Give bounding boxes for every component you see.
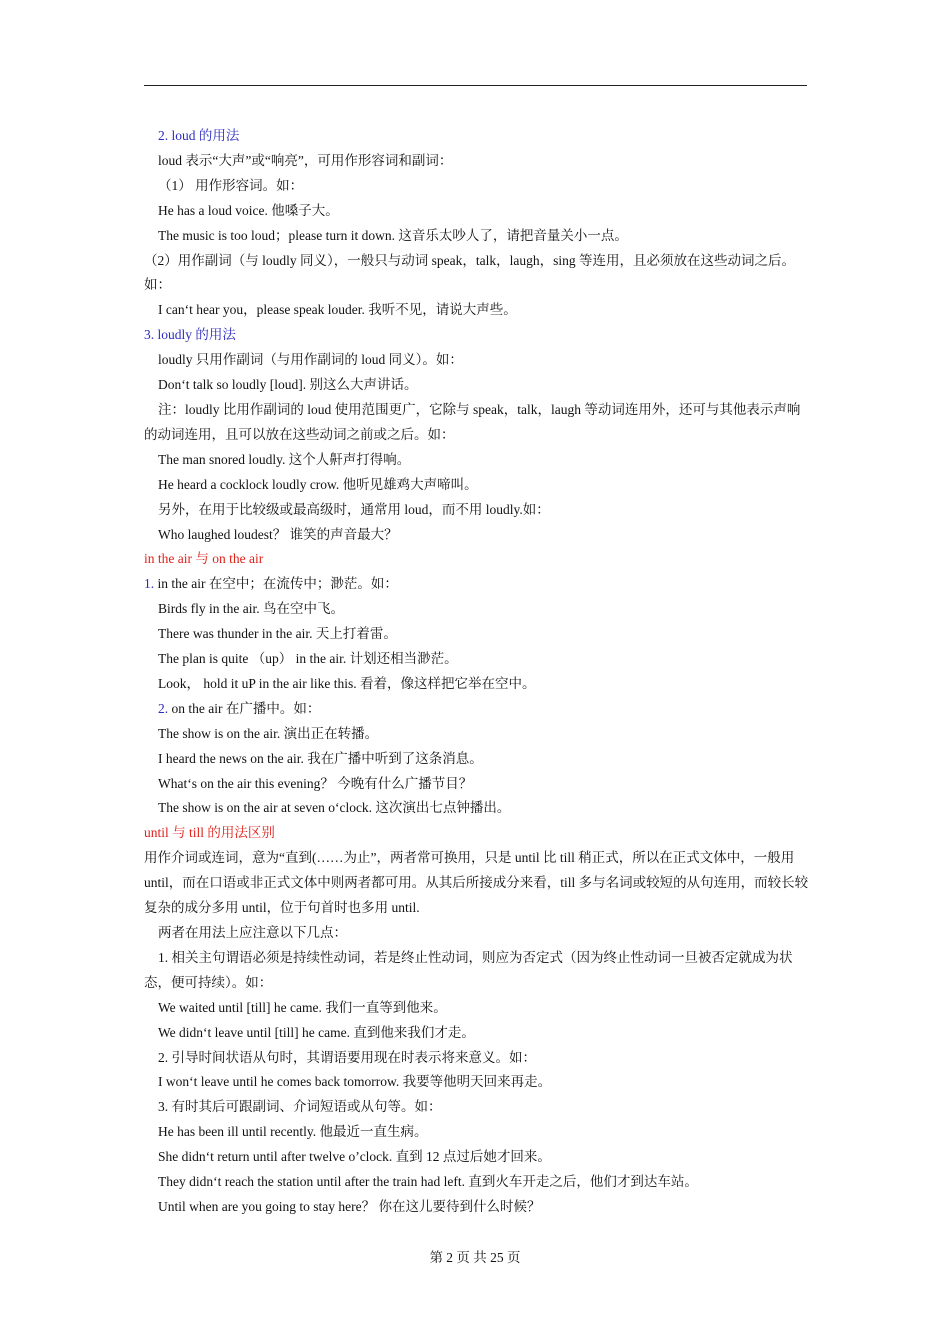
list-number: 2.	[158, 700, 169, 716]
text-line: 两者在用法上应注意以下几点：	[158, 925, 347, 940]
text-line: 1. in the air 在空中；在流传中；渺茫。如：	[144, 576, 398, 592]
text-line: I heard the news on the air. 我在广播中听到了这条消息。	[158, 750, 483, 766]
text-line: We didn‘t leave until [till] he came. 直到他来我们才走。	[158, 1024, 475, 1040]
text-line: The plan is quite （up） in the air. 计划还相当渺茫。	[158, 651, 458, 667]
text-line: Until when are you going to stay here？ 你在这儿要待到什么时候？	[158, 1198, 541, 1214]
document-body	[144, 124, 812, 1220]
text-line: 2. on the air 在广播中。如：	[158, 700, 321, 716]
text-line: I can‘t hear you，please speak louder. 我听不见，请说大声些。	[158, 302, 517, 318]
text-line: We waited until [till] he came. 我们一直等到他来。	[158, 999, 447, 1015]
text-line: 另外，在用于比较级或最高级时，通常用 loud，而不用 loudly.如：	[158, 501, 550, 517]
text-line: The show is on the air. 演出正在转播。	[158, 725, 379, 741]
text-line: in the air 与 on the air	[144, 551, 264, 567]
text-line: loud 表示“大声”或“响亮”，可用作形容词和副词：	[158, 152, 453, 168]
text-line: The man snored loudly. 这个人鼾声打得响。	[158, 451, 411, 467]
text-line: loudly 只用作副词（与用作副词的 loud 同义）。如：	[158, 352, 463, 368]
text-line: 3. 有时其后可跟副词、介词短语或从句等。如：	[158, 1099, 442, 1115]
text-line: 用作介词或连词，意为“直到(……为止”，两者常可换用，只是 until 比 till 稍正式，所以在正式文体中，一般用 until，而在口语或非正式文体中则两者都可用。从其后所接成分来看，till 多与名词或较短的从句连用，而较长较复杂的成分多用 until，位于句首时也多用 until.	[144, 850, 809, 916]
text-line: Look， hold it uP in the air like this. 看着，像这样把它举在空中。	[158, 675, 536, 691]
text-line: He has a loud voice. 他嗓子大。	[158, 202, 339, 218]
text-line: Who laughed loudest？ 谁笑的声音最大？	[158, 526, 398, 542]
text-line: Birds fly in the air. 鸟在空中飞。	[158, 601, 344, 617]
text-line: 3. loudly 的用法	[144, 327, 236, 343]
text-line: There was thunder in the air. 天上打着雷。	[158, 626, 397, 642]
text-line: What‘s on the air this evening？ 今晚有什么广播节目？	[158, 775, 473, 791]
text-line: 2. loud 的用法	[158, 128, 240, 143]
text-line: He has been ill until recently. 他最近一直生病。	[158, 1124, 428, 1140]
header-rule	[144, 85, 807, 86]
text-line: She didn‘t return until after twelve o’clock. 直到 12 点过后她才回来。	[158, 1149, 551, 1165]
text-line: （2）用作副词（与 loudly 同义），一般只与动词 speak，talk，laugh，sing 等连用，且必须放在这些动词之后。如：	[144, 252, 795, 293]
text-line: The music is too loud；please turn it down. 这音乐太吵人了，请把音量关小一点。	[158, 227, 628, 243]
text-line: He heard a cocklock loudly crow. 他听见雄鸡大声啼叫。	[158, 476, 478, 492]
text-line: They didn‘t reach the station until after the train had left. 直到火车开走之后，他们才到达车站。	[158, 1174, 698, 1190]
text-line: 2. 引导时间状语从句时，其谓语要用现在时表示将来意义。如：	[158, 1049, 536, 1065]
list-number: 1.	[144, 576, 155, 592]
text-line: Don‘t talk so loudly [loud]. 别这么大声讲话。	[158, 377, 418, 393]
text-line: I won‘t leave until he comes back tomorrow. 我要等他明天回来再走。	[158, 1074, 552, 1090]
text-line: 1. 相关主句谓语必须是持续性动词，若是终止性动词，则应为否定式（因为终止性动词一旦被否定就成为状态，便可持续）。如：	[144, 949, 793, 990]
text-line: The show is on the air at seven o‘clock. 这次演出七点钟播出。	[158, 800, 511, 816]
text-line: 注：loudly 比用作副词的 loud 使用范围更广，它除与 speak，talk，laugh 等动词连用外，还可与其他表示声响的动词连用，且可以放在这些动词之前或之后。如：	[144, 401, 801, 442]
text-line: until 与 till 的用法区别	[144, 825, 275, 841]
text-line: （1） 用作形容词。如：	[158, 177, 304, 193]
page-footer: 第 2 页 共 25 页	[429, 1250, 521, 1265]
